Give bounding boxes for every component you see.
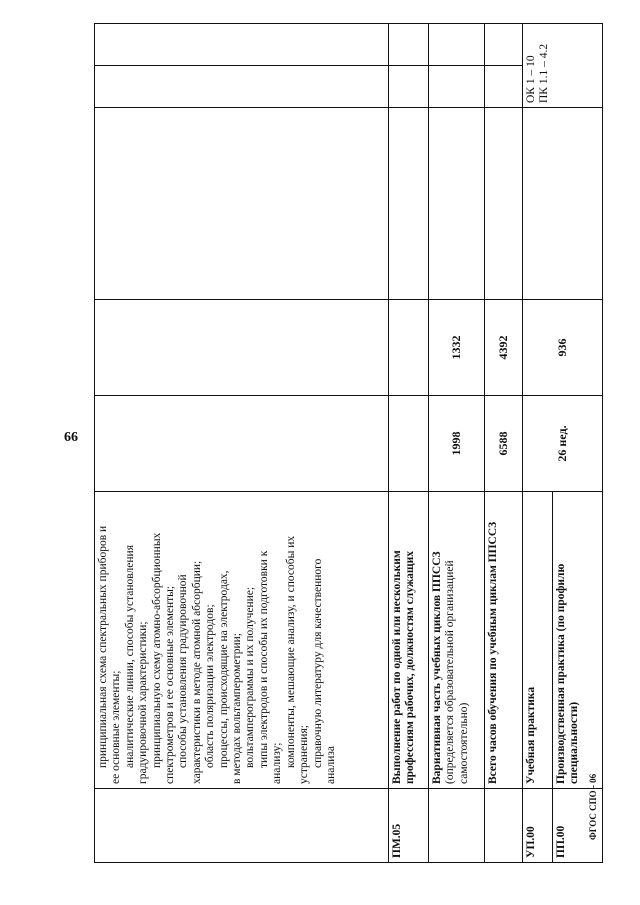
description-line: спектрометров и ее основные элементы; <box>164 585 177 784</box>
code-cell: ПМ.05 <box>389 789 429 863</box>
code-cell: ПП.00 <box>553 789 603 863</box>
description-line: устранения; <box>298 725 311 784</box>
title-cell: Всего часов обучения по учебным циклам ППССЗ <box>485 492 523 789</box>
title-cell: Производственная практика (по профилю специальности) <box>553 492 603 789</box>
description-line: принципиальную схему атомно-абсорбционных <box>150 532 163 768</box>
description-line: анализа <box>324 745 337 784</box>
discipline-cell <box>95 108 389 300</box>
description-line: процессы, происходящие на электродах, <box>217 570 230 768</box>
rotated-table-container <box>94 24 581 863</box>
competency-cell <box>389 66 429 108</box>
row-note: (определяется образовательной организацией самостоятельно) <box>444 560 470 784</box>
competency-cell: ОК 1 – 10 ПК 1.1 – 4.2 <box>523 24 603 108</box>
table-row <box>429 24 485 863</box>
description-line: аналитические линии, способы установления <box>123 545 136 768</box>
empty-cell <box>95 24 389 66</box>
description-line: градуировочной характеристики; <box>137 621 150 784</box>
total-cell: 1998 <box>429 396 485 492</box>
empty-cell <box>389 24 429 66</box>
discipline-cell <box>485 108 523 300</box>
code-cell <box>95 789 389 863</box>
description-line: вольтамперограммы и их получение; <box>244 586 257 768</box>
discipline-cell <box>429 108 485 300</box>
competency-cell <box>429 66 485 108</box>
code-cell <box>485 789 523 863</box>
description-line: ее основные элементы; <box>110 670 123 784</box>
description-line: анализу; <box>271 742 284 784</box>
total-cell: 6588 <box>485 396 523 492</box>
total-cell: 26 нед. <box>523 396 603 492</box>
code-cell <box>429 789 485 863</box>
description-line: характеристики в методе атомной абсорбции; <box>190 560 203 784</box>
curriculum-table <box>94 23 603 863</box>
description-line: справочную литературу для качественного <box>311 558 324 768</box>
mandatory-cell: 936 <box>523 300 603 396</box>
code-cell: УП.00 <box>523 789 553 863</box>
discipline-cell <box>389 108 429 300</box>
title-cell: Выполнение работ по одной или нескольким профессиям рабочих, должностям служащих <box>389 492 429 789</box>
mandatory-cell <box>389 300 429 396</box>
table-row <box>485 24 523 863</box>
description-line: область поляризации электродов; <box>204 604 217 768</box>
empty-cell <box>485 24 523 66</box>
page-number: 66 <box>64 430 78 445</box>
empty-cell <box>429 24 485 66</box>
mandatory-cell: 4392 <box>485 300 523 396</box>
description-cell <box>95 492 389 789</box>
mandatory-cell: 1332 <box>429 300 485 396</box>
table-row <box>523 24 553 863</box>
description-line: компоненты, мешающие анализу, и способы их <box>284 535 297 768</box>
description-line: в методах вольтамперометрии; <box>231 633 244 784</box>
title-cell: Учебная практика <box>523 492 553 789</box>
competency-cell <box>95 66 389 108</box>
table-row <box>95 24 389 863</box>
title-cell <box>429 492 485 789</box>
total-cell <box>95 396 389 492</box>
discipline-cell <box>523 108 603 300</box>
footer-label: ФГОС СПО - 06 <box>588 773 598 840</box>
description-line: принципиальная схема спектральных приборов и <box>97 525 109 768</box>
description-line: способы установления градуировочной <box>177 574 190 768</box>
description-line: типы электродов и способы их подготовки к <box>257 550 270 768</box>
competency-cell <box>485 66 523 108</box>
total-cell <box>389 396 429 492</box>
mandatory-cell <box>95 300 389 396</box>
table-row <box>389 24 429 863</box>
row-title: Вариативная часть учебных циклов ППССЗ <box>431 551 443 784</box>
